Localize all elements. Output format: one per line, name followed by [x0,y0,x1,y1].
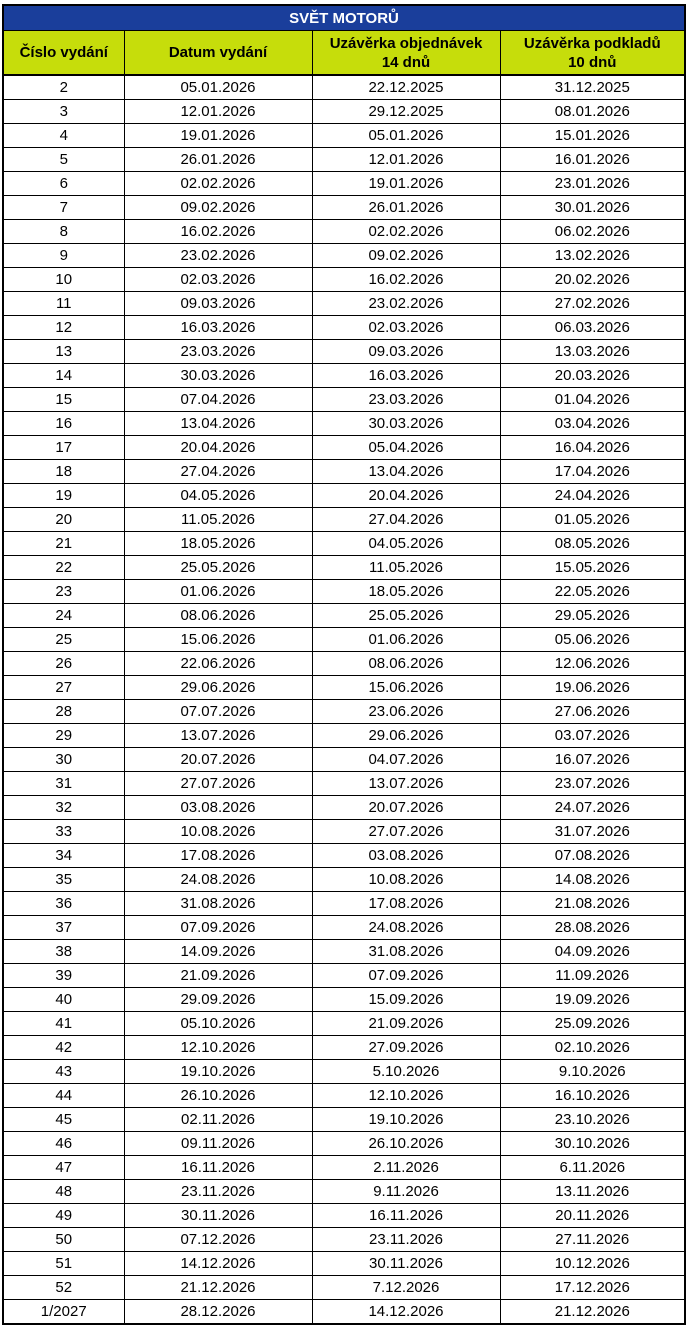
issue-date-cell: 02.02.2026 [124,172,312,196]
issue-date-cell: 07.04.2026 [124,388,312,412]
schedule-table [4,6,684,1323]
material-deadline-cell: 27.11.2026 [500,1228,684,1252]
issue-number-cell: 31 [4,772,124,796]
order-deadline-cell: 29.06.2026 [312,724,500,748]
order-deadline-cell: 09.02.2026 [312,244,500,268]
material-deadline-cell: 03.04.2026 [500,412,684,436]
issue-number-cell: 5 [4,148,124,172]
issue-date-cell: 19.01.2026 [124,124,312,148]
issue-number-cell: 51 [4,1252,124,1276]
table-body [4,75,684,1323]
issue-number-cell: 15 [4,388,124,412]
issue-date-cell: 15.06.2026 [124,628,312,652]
order-deadline-cell: 23.03.2026 [312,388,500,412]
table-row [4,316,684,340]
issue-date-cell: 30.03.2026 [124,364,312,388]
material-deadline-cell: 15.05.2026 [500,556,684,580]
issue-date-cell: 02.11.2026 [124,1108,312,1132]
header-row [4,31,684,76]
material-deadline-cell: 23.10.2026 [500,1108,684,1132]
issue-date-cell: 21.09.2026 [124,964,312,988]
issue-date-cell: 04.05.2026 [124,484,312,508]
order-deadline-cell: 19.01.2026 [312,172,500,196]
material-deadline-cell: 01.04.2026 [500,388,684,412]
material-deadline-cell: 22.05.2026 [500,580,684,604]
issue-date-cell: 07.12.2026 [124,1228,312,1252]
material-deadline-cell: 23.07.2026 [500,772,684,796]
table-row [4,724,684,748]
table-row [4,1108,684,1132]
order-deadline-cell: 26.01.2026 [312,196,500,220]
issue-number-cell: 36 [4,892,124,916]
header-issue-number [4,31,124,76]
issue-number-cell: 44 [4,1084,124,1108]
table-row [4,556,684,580]
issue-date-cell: 14.09.2026 [124,940,312,964]
issue-date-cell: 22.06.2026 [124,652,312,676]
order-deadline-cell: 05.04.2026 [312,436,500,460]
header-line: Uzávěrka podkladů [523,34,661,52]
order-deadline-cell: 23.02.2026 [312,292,500,316]
material-deadline-cell: 06.02.2026 [500,220,684,244]
order-deadline-cell: 02.03.2026 [312,316,500,340]
table-row [4,1084,684,1108]
issue-date-cell: 16.11.2026 [124,1156,312,1180]
issue-number-cell: 30 [4,748,124,772]
table-row [4,916,684,940]
material-deadline-cell: 01.05.2026 [500,508,684,532]
order-deadline-cell: 01.06.2026 [312,628,500,652]
order-deadline-cell: 14.12.2026 [312,1300,500,1324]
issue-date-cell: 28.12.2026 [124,1300,312,1324]
order-deadline-cell: 05.01.2026 [312,124,500,148]
issue-date-cell: 13.07.2026 [124,724,312,748]
material-deadline-cell: 21.12.2026 [554,1303,630,1320]
table-row [4,700,684,724]
issue-number-cell: 1/2027 [4,1300,124,1324]
issue-number-cell: 40 [4,988,124,1012]
material-deadline-cell: 10.12.2026 [500,1252,684,1276]
issue-number-cell: 52 [4,1276,124,1300]
material-deadline-cell: 13.03.2026 [500,340,684,364]
issue-date-cell: 01.06.2026 [124,580,312,604]
table-title: SVĚT MOTORŮ [4,6,684,31]
material-deadline-cell: 28.08.2026 [500,916,684,940]
header-material-deadline [500,31,684,76]
material-deadline-cell: 02.10.2026 [500,1036,684,1060]
table-row [4,820,684,844]
material-deadline-cell: 27.06.2026 [500,700,684,724]
order-deadline-cell: 10.08.2026 [312,868,500,892]
order-deadline-cell: 12.10.2026 [312,1084,500,1108]
issue-date-cell: 07.07.2026 [124,700,312,724]
material-deadline-cell: 13.02.2026 [500,244,684,268]
issue-number-cell: 2 [4,75,124,100]
issue-number-cell: 16 [4,412,124,436]
issue-number-cell: 46 [4,1132,124,1156]
material-deadline-cell: 27.02.2026 [500,292,684,316]
header-subline: 10 dnů [568,53,617,71]
issue-number-cell: 17 [4,436,124,460]
issue-date-cell: 14.12.2026 [124,1252,312,1276]
issue-number-cell: 49 [4,1204,124,1228]
table-row [4,124,684,148]
table-row [4,1132,684,1156]
issue-date-cell: 23.02.2026 [124,244,312,268]
header-order-deadline [312,31,500,76]
issue-date-cell: 30.11.2026 [124,1204,312,1228]
order-deadline-cell: 04.07.2026 [312,748,500,772]
table-row [4,148,684,172]
table-row [4,844,684,868]
order-deadline-cell: 19.10.2026 [312,1108,500,1132]
material-deadline-cell: 20.03.2026 [500,364,684,388]
issue-number-cell: 45 [4,1108,124,1132]
schedule-sheet [2,4,686,1325]
issue-number-cell: 34 [4,844,124,868]
order-deadline-cell: 22.12.2025 [312,75,500,100]
issue-number-cell: 29 [4,724,124,748]
table-row [4,580,684,604]
material-deadline-cell: 03.07.2026 [500,724,684,748]
issue-number-cell: 25 [4,628,124,652]
header-line: Uzávěrka objednávek [329,34,483,52]
issue-number-cell: 26 [4,652,124,676]
material-deadline-cell: 07.08.2026 [500,844,684,868]
order-deadline-cell: 16.03.2026 [312,364,500,388]
issue-date-cell: 07.09.2026 [124,916,312,940]
material-deadline-cell: 14.08.2026 [500,868,684,892]
material-deadline-cell: 06.03.2026 [500,316,684,340]
material-deadline-cell: 20.02.2026 [500,268,684,292]
table-row [4,388,684,412]
issue-number-cell: 43 [4,1060,124,1084]
issue-date-cell: 05.01.2026 [124,75,312,100]
issue-date-cell: 10.08.2026 [124,820,312,844]
order-deadline-cell: 11.05.2026 [312,556,500,580]
order-deadline-cell: 26.10.2026 [312,1132,500,1156]
order-deadline-cell: 15.06.2026 [312,676,500,700]
order-deadline-cell: 04.05.2026 [312,532,500,556]
issue-date-cell: 16.02.2026 [124,220,312,244]
issue-number-cell: 6 [4,172,124,196]
table-row [4,75,684,100]
issue-date-cell: 12.10.2026 [124,1036,312,1060]
issue-date-cell: 09.11.2026 [124,1132,312,1156]
material-deadline-cell: 9.10.2026 [500,1060,684,1084]
issue-number-cell: 42 [4,1036,124,1060]
table-row [4,1036,684,1060]
issue-number-cell: 13 [4,340,124,364]
material-deadline-cell: 17.04.2026 [500,460,684,484]
issue-number-cell: 10 [4,268,124,292]
table-row [4,172,684,196]
table-row [4,652,684,676]
order-deadline-cell: 30.11.2026 [312,1252,500,1276]
issue-date-cell: 13.04.2026 [124,412,312,436]
order-deadline-cell: 21.09.2026 [312,1012,500,1036]
issue-number-cell: 35 [4,868,124,892]
table-row [4,220,684,244]
issue-number-cell: 8 [4,220,124,244]
table-row [4,340,684,364]
issue-date-cell: 11.05.2026 [124,508,312,532]
table-row [4,1228,684,1252]
title-row [4,6,684,31]
order-deadline-cell: 23.06.2026 [312,700,500,724]
issue-number-cell: 9 [4,244,124,268]
material-deadline-cell: 05.06.2026 [500,628,684,652]
order-deadline-cell: 5.10.2026 [312,1060,500,1084]
issue-number-cell: 50 [4,1228,124,1252]
material-deadline-cell: 13.11.2026 [500,1180,684,1204]
issue-number-cell: 27 [4,676,124,700]
table-row [4,460,684,484]
issue-number-cell: 24 [4,604,124,628]
issue-date-cell: 20.04.2026 [124,436,312,460]
order-deadline-cell: 9.11.2026 [312,1180,500,1204]
material-deadline-cell: 19.06.2026 [500,676,684,700]
material-deadline-cell: 30.01.2026 [500,196,684,220]
header-subline: 14 dnů [381,53,431,71]
table-row [4,748,684,772]
table-row [4,868,684,892]
table-row [4,196,684,220]
order-deadline-cell: 20.04.2026 [312,484,500,508]
order-deadline-cell: 08.06.2026 [312,652,500,676]
table-row [4,796,684,820]
issue-number-cell: 23 [4,580,124,604]
issue-number-cell: 48 [4,1180,124,1204]
material-deadline-cell: 24.07.2026 [500,796,684,820]
issue-date-cell: 31.08.2026 [124,892,312,916]
table-row [4,1060,684,1084]
table-row [4,604,684,628]
header-issue-date [124,31,312,76]
material-deadline-cell: 16.04.2026 [500,436,684,460]
table-row [4,628,684,652]
issue-date-cell: 29.09.2026 [124,988,312,1012]
order-deadline-cell: 23.11.2026 [312,1228,500,1252]
table-row [4,292,684,316]
order-deadline-cell: 27.04.2026 [312,508,500,532]
issue-number-cell: 7 [4,196,124,220]
table-row [4,892,684,916]
order-deadline-cell: 20.07.2026 [312,796,500,820]
issue-number-cell: 39 [4,964,124,988]
issue-date-cell: 21.12.2026 [124,1276,312,1300]
material-deadline-cell: 15.01.2026 [500,124,684,148]
order-deadline-cell: 15.09.2026 [312,988,500,1012]
order-deadline-cell: 27.07.2026 [312,820,500,844]
issue-date-cell: 23.03.2026 [124,340,312,364]
order-deadline-cell: 07.09.2026 [312,964,500,988]
material-deadline-cell: 08.01.2026 [500,100,684,124]
table-row [4,1180,684,1204]
material-deadline-cell: 25.09.2026 [500,1012,684,1036]
issue-date-cell: 27.04.2026 [124,460,312,484]
issue-date-cell: 29.06.2026 [124,676,312,700]
issue-date-cell: 20.07.2026 [124,748,312,772]
issue-date-cell: 26.10.2026 [124,1084,312,1108]
issue-number-cell: 19 [4,484,124,508]
material-deadline-cell: 04.09.2026 [500,940,684,964]
material-deadline-cell: 19.09.2026 [500,988,684,1012]
issue-date-cell: 26.01.2026 [124,148,312,172]
material-deadline-cell: 23.01.2026 [500,172,684,196]
material-deadline-cell: 31.12.2025 [500,75,684,100]
table-row [4,1012,684,1036]
material-deadline-cell: 6.11.2026 [500,1156,684,1180]
issue-date-cell: 18.05.2026 [124,532,312,556]
material-deadline-cell: 11.09.2026 [500,964,684,988]
table-row [4,532,684,556]
issue-number-cell: 21 [4,532,124,556]
material-deadline-cell: 24.04.2026 [500,484,684,508]
issue-number-cell: 20 [4,508,124,532]
issue-number-cell: 18 [4,460,124,484]
table-row [4,364,684,388]
table-row [4,412,684,436]
table-row [4,940,684,964]
material-deadline-cell: 30.10.2026 [500,1132,684,1156]
material-deadline-cell: 21.08.2026 [500,892,684,916]
issue-date-cell: 02.03.2026 [124,268,312,292]
issue-date-cell: 09.02.2026 [124,196,312,220]
order-deadline-cell: 25.05.2026 [312,604,500,628]
issue-date-cell: 09.03.2026 [124,292,312,316]
issue-number-cell: 47 [4,1156,124,1180]
order-deadline-cell: 29.12.2025 [312,100,500,124]
order-deadline-cell: 17.08.2026 [312,892,500,916]
issue-number-cell: 38 [4,940,124,964]
issue-number-cell: 14 [4,364,124,388]
issue-number-cell: 32 [4,796,124,820]
table-row [4,1300,684,1324]
issue-date-cell: 25.05.2026 [124,556,312,580]
table-row [4,100,684,124]
issue-date-cell: 17.08.2026 [124,844,312,868]
issue-number-cell: 4 [4,124,124,148]
header-line: Číslo vydání [19,44,108,61]
issue-date-cell: 03.08.2026 [124,796,312,820]
issue-date-cell: 27.07.2026 [124,772,312,796]
table-row [4,1276,684,1300]
material-deadline-cell: 29.05.2026 [500,604,684,628]
issue-number-cell: 41 [4,1012,124,1036]
order-deadline-cell: 13.04.2026 [312,460,500,484]
issue-date-cell: 24.08.2026 [124,868,312,892]
order-deadline-cell: 18.05.2026 [312,580,500,604]
table-row [4,1156,684,1180]
issue-date-cell: 19.10.2026 [124,1060,312,1084]
material-deadline-cell: 16.07.2026 [500,748,684,772]
order-deadline-cell: 31.08.2026 [312,940,500,964]
issue-date-cell: 23.11.2026 [124,1180,312,1204]
issue-number-cell: 28 [4,700,124,724]
order-deadline-cell: 02.02.2026 [312,220,500,244]
issue-number-cell: 12 [4,316,124,340]
material-deadline-cell: 17.12.2026 [500,1276,684,1300]
issue-number-cell: 37 [4,916,124,940]
issue-number-cell: 11 [4,292,124,316]
table-row [4,244,684,268]
order-deadline-cell: 13.07.2026 [312,772,500,796]
material-deadline-cell: 12.06.2026 [500,652,684,676]
order-deadline-cell: 03.08.2026 [312,844,500,868]
material-deadline-cell: 31.07.2026 [500,820,684,844]
table-row [4,676,684,700]
table-row [4,964,684,988]
issue-date-cell: 05.10.2026 [124,1012,312,1036]
issue-number-cell: 33 [4,820,124,844]
order-deadline-cell: 12.01.2026 [312,148,500,172]
order-deadline-cell: 24.08.2026 [312,916,500,940]
header-line: Datum vydání [168,44,268,61]
issue-date-cell: 12.01.2026 [124,100,312,124]
material-deadline-cell: 16.10.2026 [500,1084,684,1108]
issue-date-cell: 16.03.2026 [124,316,312,340]
issue-number-cell: 3 [4,100,124,124]
issue-date-cell: 08.06.2026 [124,604,312,628]
order-deadline-cell: 7.12.2026 [312,1276,500,1300]
material-deadline-cell: 08.05.2026 [500,532,684,556]
table-row [4,988,684,1012]
table-row [4,772,684,796]
issue-number-cell: 22 [4,556,124,580]
order-deadline-cell: 09.03.2026 [312,340,500,364]
order-deadline-cell: 30.03.2026 [312,412,500,436]
material-deadline-cell: 16.01.2026 [500,148,684,172]
table-row [4,1252,684,1276]
table-row [4,484,684,508]
table-row [4,268,684,292]
table-row [4,436,684,460]
material-deadline-cell: 20.11.2026 [500,1204,684,1228]
table-row [4,508,684,532]
order-deadline-cell: 27.09.2026 [312,1036,500,1060]
order-deadline-cell: 16.02.2026 [312,268,500,292]
order-deadline-cell: 16.11.2026 [312,1204,500,1228]
table-row [4,1204,684,1228]
order-deadline-cell: 2.11.2026 [312,1156,500,1180]
